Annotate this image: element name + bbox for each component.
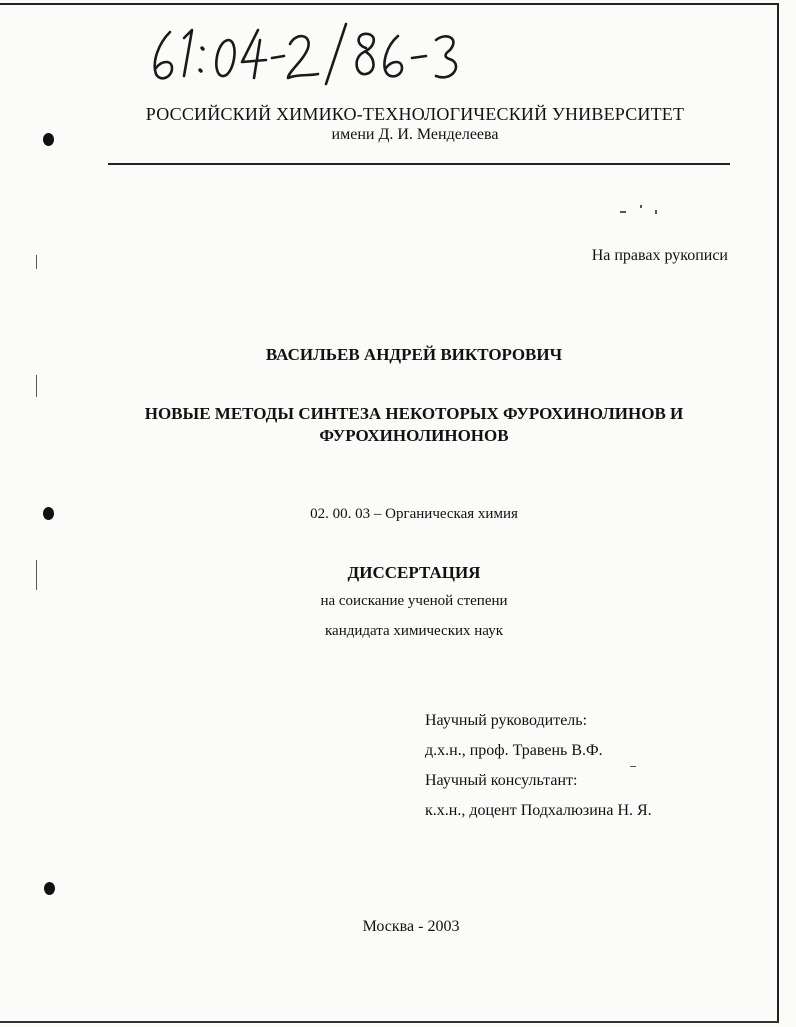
scan-speck [620, 211, 626, 213]
title-line-2: ФУРОХИНОЛИНОНОВ [319, 426, 509, 445]
degree-line-2: кандидата химических наук [324, 623, 503, 639]
consultant-label: Научный консультант: [425, 772, 578, 789]
city-year: Москва - 2003 [362, 918, 460, 935]
page-border-bottom [0, 1021, 779, 1023]
scan-speck [36, 560, 37, 590]
binder-hole-icon [43, 133, 54, 146]
university-named-after: имени Д. И. Менделеева [331, 126, 499, 143]
degree-line-1: на соискание ученой степени [320, 593, 508, 609]
page-border-right [777, 3, 779, 1023]
university-name: РОССИЙСКИЙ ХИМИКО-ТЕХНОЛОГИЧЕСКИЙ УНИВЕРСИТЕТ [145, 104, 685, 124]
scan-speck [630, 766, 636, 767]
specialty-code: 02. 00. 03 – Органическая химия [310, 506, 518, 522]
supervisor-name: д.х.н., проф. Травень В.Ф. [425, 742, 603, 759]
title-line-1: НОВЫЕ МЕТОДЫ СИНТЕЗА НЕКОТОРЫХ ФУРОХИНОЛИНОВ И [144, 404, 684, 423]
consultant-name: к.х.н., доцент Подхалюзина Н. Я. [425, 802, 652, 819]
author-name: ВАСИЛЬЕВ АНДРЕЙ ВИКТОРОВИЧ [265, 345, 563, 364]
supervisor-label: Научный руководитель: [425, 712, 588, 729]
scan-speck [655, 210, 657, 214]
dissertation-heading: ДИССЕРТАЦИЯ [347, 563, 481, 582]
binder-hole-icon [44, 882, 55, 895]
header-divider [108, 163, 730, 165]
dissertation-title [80, 403, 748, 447]
manuscript-rights-note: На правах рукописи [591, 247, 728, 264]
page-border-top [0, 3, 778, 5]
handwritten-code [150, 18, 470, 88]
scan-speck [36, 375, 37, 397]
scan-speck [36, 255, 37, 269]
binder-hole-icon [43, 507, 54, 520]
scan-speck [640, 205, 642, 208]
